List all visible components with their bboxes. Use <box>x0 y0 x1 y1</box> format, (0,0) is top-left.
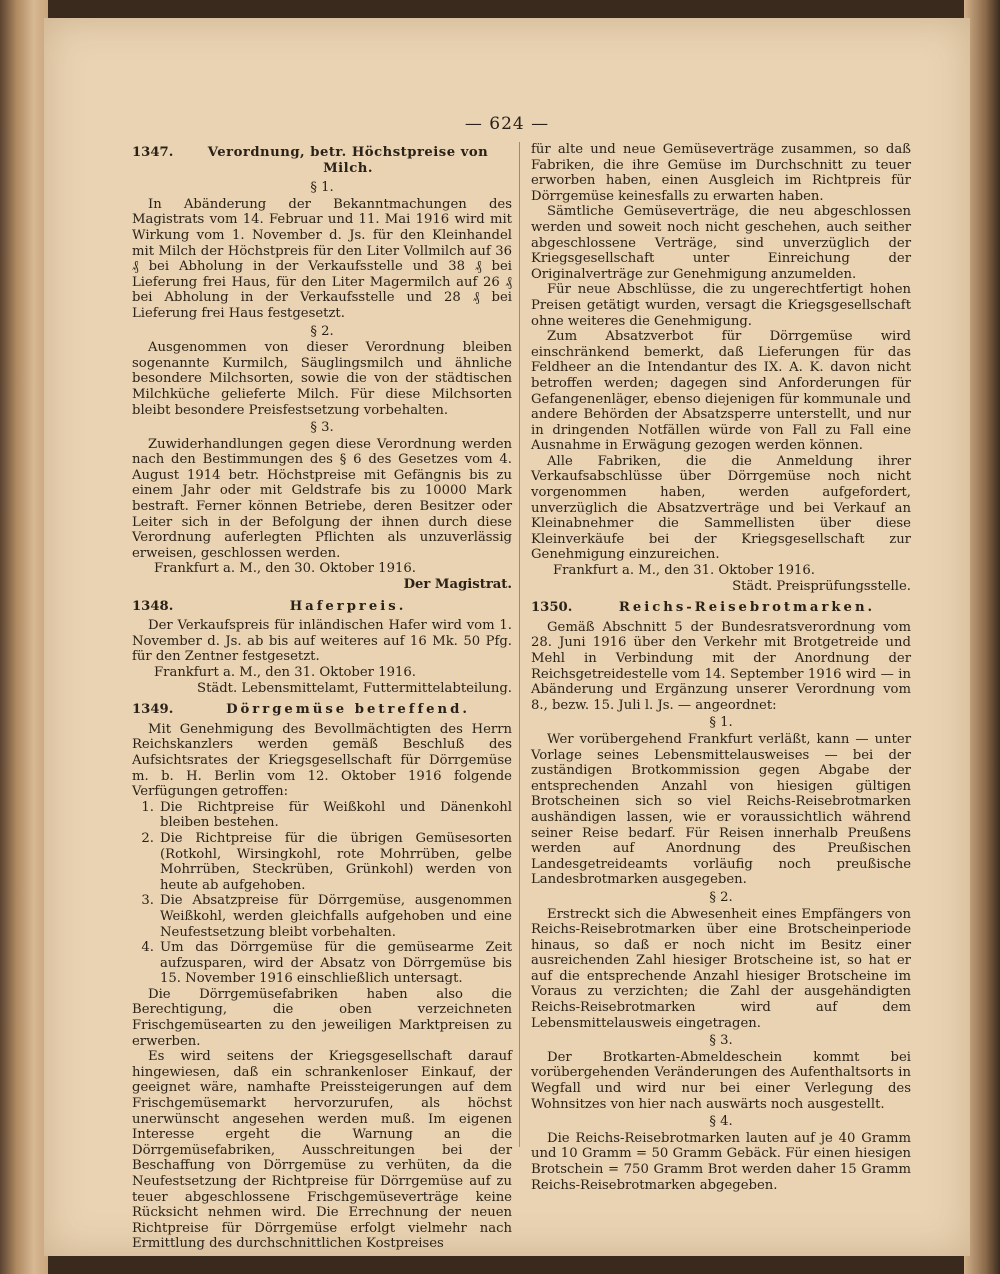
paragraph: Sämtliche Gemüseverträge, die neu abgeschlossen werden und soweit noch nicht geschehen, auch seither abgeschlossene Verträge, sind unverzüglich der Kriegsgesellschaft unter Einreichung der Originalverträge zur Genehmigung anzumelden. <box>531 204 911 282</box>
list-text: Um das Dörrgemüse für die gemüsearme Zeit aufzusparen, wird der Absatz von Dörrgemüse bis 15. November 1916 einschließlich untersagt. <box>160 940 512 987</box>
list-number: 1. <box>141 799 154 815</box>
page-number: — 624 — <box>464 114 550 134</box>
list-number: 4. <box>141 940 154 956</box>
list-number: 3. <box>141 893 154 909</box>
paragraph: Der Verkaufspreis für inländischen Hafer wird vom 1. November d. Js. ab bis auf weiteres auf 16 Mk. 50 Pfg. für den Zentner festgesetzt. <box>132 618 512 665</box>
list-text: Die Absatzpreise für Dörrgemüse, ausgenommen Weißkohl, werden gleichfalls aufgehoben und eine Neufestsetzung bleibt vorbehalten. <box>160 893 512 940</box>
section-number: 1350. <box>531 600 573 616</box>
section-1349-heading <box>132 702 512 718</box>
paragraph-title: § 1. <box>709 715 733 731</box>
paragraph: Erstreckt sich die Abwesenheit eines Empfängers von Reichs-Reisebrotmarken über eine Brotscheinperiode hinaus, so daß er noch nicht im Besitz einer ausreichenden Zahl hiesiger Brotscheine ist, so hat er auf die entsprechende Anzahl hiesiger Brotscheine im Voraus zu verzichten; die Zahl der ausgehändigten Reichs-Reisebrotmarken wird auf dem Lebensmittelausweis eingetragen. <box>531 906 911 1031</box>
paragraph: In Abänderung der Bekanntmachungen des Magistrats vom 14. Februar und 11. Mai 1916 wird mit Wirkung vom 1. November d. Js. für den Kleinhandel mit Milch der Höchstpreis für den Liter Vollmilch auf 36 ₰ bei Abholung in der Verkaufsstelle und 38 ₰ bei Lieferung frei Haus, für den Liter Magermilch auf 26 ₰ bei Abholung in der Verkaufsstelle und 28 ₰ bei Lieferung frei Haus festgesetzt. <box>132 196 512 321</box>
paragraph: Wer vorübergehend Frankfurt verläßt, kann — unter Vorlage seines Lebensmittelausweises — bei der zuständigen Brotkommission gegen Abgabe der entsprechenden Anzahl von hiesigen gültigen Brotscheinen sich so viel Reichs-Reisebrotmarken aushändigen lassen, wie er voraussichtlich während seiner Reise bedarf. Für Reisen innerhalb Preußens werden auf Anordnung des Preußischen Landesgetreideamts vorläufig noch preußische Landesbrotmarken ausgegeben. <box>531 731 911 888</box>
section-1347-heading <box>132 145 512 176</box>
paragraph: Es wird seitens der Kriegsgesellschaft darauf hingewiesen, daß ein schrankenloser Einkauf, der geeignet wäre, namhafte Preissteigerungen auf dem Frischgemüsemarkt hervorzurufen, als höchst unerwünscht angesehen werden muß. Im eigenen Interesse ergeht die Warnung an die Dörrgemüsefabriken, Ausschreitungen bei der Beschaffung von Dörrgemüse zu verhüten, da die Neufestsetzung der Richtpreise für Dörrgemüse auf zu teuer abgeschlossene Frischgemüseverträge keine Rücksicht nehmen wird. Die Errechnung der neuen Richtpreise für Dörrgemüse erfolgt vielmehr nach Ermittlung des durchschnittlichen Kostpreises <box>132 1049 512 1252</box>
list-item <box>132 893 512 940</box>
place-date: Frankfurt a. M., den 30. Oktober 1916. <box>154 561 416 577</box>
list-item <box>132 800 512 831</box>
paragraph-title: § 2. <box>310 323 334 339</box>
place-date: Frankfurt a. M., den 31. Oktober 1916. <box>154 665 416 680</box>
right-column <box>531 142 911 1193</box>
section-1350-heading <box>531 600 911 616</box>
paragraph: Der Brotkarten-Abmeldeschein kommt bei vorübergehenden Veränderungen des Aufenthaltsorts in Wegfall und wird nur bei einer Verlegung des Wohnsitzes von hier nach auswärts noch ausgestellt. <box>531 1049 911 1112</box>
signature: Städt. Preisprüfungsstelle. <box>732 578 911 594</box>
signature: Der Magistrat. <box>403 577 512 593</box>
paragraph: Ausgenommen von dieser Verordnung bleiben sogenannte Kurmilch, Säuglingsmilch und ähnliche besondere Milchsorten, sowie die von der städtischen Milchküche gelieferte Milch. Für diese Milchsorten bleibt besondere Preisfestsetzung vorbehalten. <box>132 340 512 418</box>
paragraph: Zum Absatzverbot für Dörrgemüse wird einschränkend bemerkt, daß Lieferungen für das Feldheer an die Intendantur des IX. A. K. davon nicht betroffen werden; dagegen sind Anforderungen für Gefangenenläger, ebenso diejenigen für kommunale und andere Behörden der Absatzsperre unterstellt, und nur in dringenden Notfällen würde von Fall zu Fall eine Ausnahme in Erwägung gezogen werden können. <box>531 329 911 454</box>
section-title: Haferpreis. <box>289 598 407 614</box>
section-number: 1348. <box>132 598 174 614</box>
list-number: 2. <box>141 830 154 846</box>
paragraph: für alte und neue Gemüseverträge zusammen, so daß Fabriken, die ihre Gemüse im Durchschnitt zu teuer erworben haben, einen Ausgleich im Richtpreis für Dörrgemüse keinesfalls zu erwarten haben. <box>531 142 911 204</box>
list-text: Die Richtpreise für die übrigen Gemüsesorten (Rotkohl, Wirsingkohl, rote Mohrrüben, gelbe Mohrrüben, Steckrüben, Grünkohl) werden von heute ab aufgehoben. <box>160 830 512 893</box>
list-text: Die Richtpreise für Weißkohl und Dänenkohl bleiben bestehen. <box>160 799 512 831</box>
paragraph: Zuwiderhandlungen gegen diese Verordnung werden nach den Bestimmungen des § 6 des Gesetzes vom 4. August 1914 betr. Höchstpreise mit Gefängnis bis zu einem Jahr oder mit Geldstrafe bis zu 10000 Mark bestraft. Ferner können Betriebe, deren Besitzer oder Leiter sich in der Befolgung der ihnen durch diese Verordnung auferlegten Pflichten als unzuverlässig erweisen, geschlossen werden. <box>132 436 512 561</box>
left-column <box>132 142 512 1252</box>
paragraph-title: § 4. <box>709 1114 733 1130</box>
paragraph-title: § 1. <box>310 180 334 196</box>
paragraph: Alle Fabriken, die die Anmeldung ihrer Verkaufsabschlüsse über Dörrgemüse noch nicht vorgenommen haben, werden aufgefordert, unverzüglich die Absatzverträge und bei Verkauf an Kleinabnehmer die Sammellisten über diese Kleinverkäufe bei der Kriegsgesellschaft zur Genehmigung einzureichen. <box>531 453 911 563</box>
paragraph: Gemäß Abschnitt 5 der Bundesratsverordnung vom 28. Juni 1916 über den Verkehr mit Brotgetreide und Mehl in Verbindung mit der Anordnung der Reichsgetreidestelle vom 14. September 1916 wird — in Abänderung und Ergänzung unserer Verordnung vom 8., bezw. 15. Juli l. Js. — angeordnet: <box>531 619 911 713</box>
section-title: Reichs-Reisebrotmarken. <box>618 600 876 616</box>
paragraph: Die Reichs-Reisebrotmarken lauten auf je 40 Gramm und 10 Gramm = 50 Gramm Gebäck. Für einen hiesigen Brotschein = 750 Gramm Brot werden daher 15 Gramm Reichs-Reisebrotmarken abgegeben. <box>531 1130 911 1193</box>
place-date: Frankfurt a. M., den 31. Oktober 1916. <box>553 563 815 579</box>
paragraph: Für neue Abschlüsse, die zu ungerechtfertigt hohen Preisen getätigt wurden, versagt die Kriegsgesellschaft ohne weiteres die Genehmigung. <box>531 282 911 329</box>
section-title: Verordnung, betr. Höchstpreise von Milch. <box>207 145 489 176</box>
paragraph: Die Dörrgemüsefabriken haben also die Berechtigung, die oben verzeichneten Frischgemüsearten zu den jeweiligen Marktpreisen zu erwerben. <box>132 986 512 1049</box>
list-item <box>132 831 512 893</box>
section-title: Dörrgemüse betreffend. <box>226 702 470 718</box>
column-divider <box>519 142 520 1147</box>
paragraph-title: § 3. <box>310 420 334 436</box>
paragraph-title: § 2. <box>709 889 733 905</box>
paragraph-title: § 3. <box>709 1033 733 1049</box>
book-page-edge-left <box>0 0 48 1274</box>
paragraph: Mit Genehmigung des Bevollmächtigten des Herrn Reichskanzlers werden gemäß Beschluß des Aufsichtsrates der Kriegsgesellschaft für Dörrgemüse m. b. H. Berlin vom 12. Oktober 1916 folgende Verfügungen getroffen: <box>132 721 512 800</box>
section-number: 1347. <box>132 145 174 160</box>
section-number: 1349. <box>132 702 174 718</box>
list-item <box>132 940 512 987</box>
section-1348-heading <box>132 599 512 615</box>
signature: Städt. Lebensmittelamt, Futtermittelabteilung. <box>197 680 512 696</box>
